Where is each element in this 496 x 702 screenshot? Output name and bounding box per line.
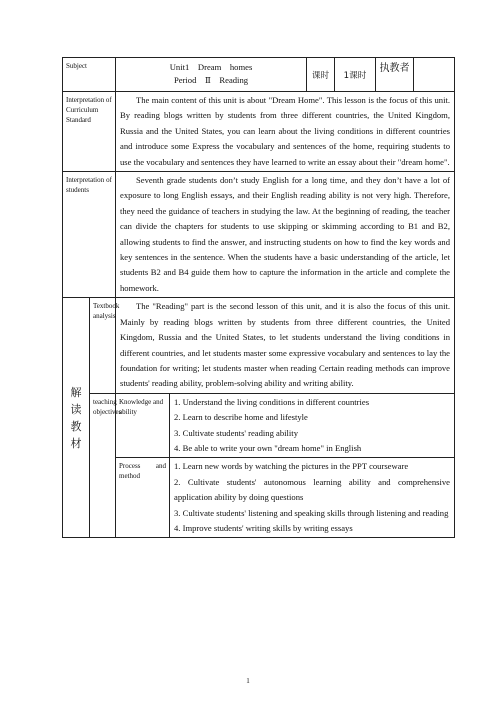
- analysis-label: Textbook analysis: [90, 298, 116, 393]
- teacher-label: 执教者: [376, 58, 414, 92]
- textbook-group-label: 解 读 教 材: [63, 298, 90, 538]
- list-item: 3. Cultivate students' reading ability: [174, 427, 298, 438]
- subject-label: Subject: [63, 58, 116, 92]
- process-list: [170, 458, 455, 538]
- list-item: 3. Cultivate students' listening and speaking skills through listening and reading: [174, 507, 449, 518]
- process-row: [63, 458, 455, 538]
- unit-title: Unit1 Dream homes: [169, 62, 253, 72]
- unit-title-cell: [116, 58, 307, 92]
- knowledge-list: [170, 393, 455, 458]
- list-item: 4. Improve students' writing skills by writing essays: [174, 522, 353, 533]
- analysis-text: The "Reading" part is the second lesson of this unit, and it is also the focus of this unit. Mainly by reading blogs written by students from three different countries, the United Kingdom, Russia and the United States, to let students understand the living conditions in different countries, and let students master some expressive vocabulary and sentences to lay the foundation for writing; let students master when reading Certain reading methods can improve students' reading ability, problem-solving ability and writing ability.: [116, 298, 455, 393]
- knowledge-row: [63, 393, 455, 458]
- page-number: 1: [246, 677, 250, 685]
- curriculum-row: [63, 92, 455, 172]
- hours-label: 课时: [307, 58, 335, 92]
- header-row: [63, 58, 455, 92]
- list-item: 2. Cultivate students' autonomous learning ability and comprehensive application ability by doing questions: [174, 476, 450, 503]
- curriculum-label: Interpretation of Curriculum Standard: [63, 92, 116, 172]
- students-label: Interpretation of students: [63, 172, 116, 298]
- knowledge-label: Knowledge and ability: [116, 393, 170, 458]
- curriculum-text: The main content of this unit is about "Dream Home". This lesson is the focus of this unit. By reading blogs written by students from three different countries, the United Kingdom, Russia and the United States, you can learn about the living conditions in different countries and introduce some Express the vocabulary and sentences of the home, requiring students to use the vocabulary and sentences they have learned to write an essay about their "dream home".: [116, 92, 455, 172]
- lesson-plan-table: [62, 57, 455, 538]
- hours-value: 1课时: [335, 58, 376, 92]
- period-title: Period Ⅱ Reading: [173, 75, 249, 85]
- students-row: [63, 172, 455, 298]
- textbook-analysis-row: [63, 298, 455, 393]
- list-item: 1. Learn new words by watching the pictures in the PPT courseware: [174, 461, 409, 472]
- objectives-label: teaching objectives: [90, 393, 116, 538]
- process-label: Process and method: [116, 458, 170, 538]
- students-text: Seventh grade students don’t study English for a long time, and they don’t have a lot of exposure to long English essays, and their English reading ability is not very high. Therefore, they need the guidance of teachers in studying the law. At the beginning of reading, the teacher can divide the chapters for students to use skipping or skimming according to B1 and B2, allowing students to find the answer, and instructing students on how to find the key words and key sentences in the sentence. When the students have a basic understanding of the article, let students B2 and B4 guide them how to capture the information in the article and complete the homework.: [116, 172, 455, 298]
- list-item: 1. Understand the living conditions in different countries: [174, 396, 370, 407]
- list-item: 4. Be able to write your own "dream home" in English: [174, 442, 362, 453]
- teacher-value: [414, 58, 455, 92]
- list-item: 2. Learn to describe home and lifestyle: [174, 412, 308, 423]
